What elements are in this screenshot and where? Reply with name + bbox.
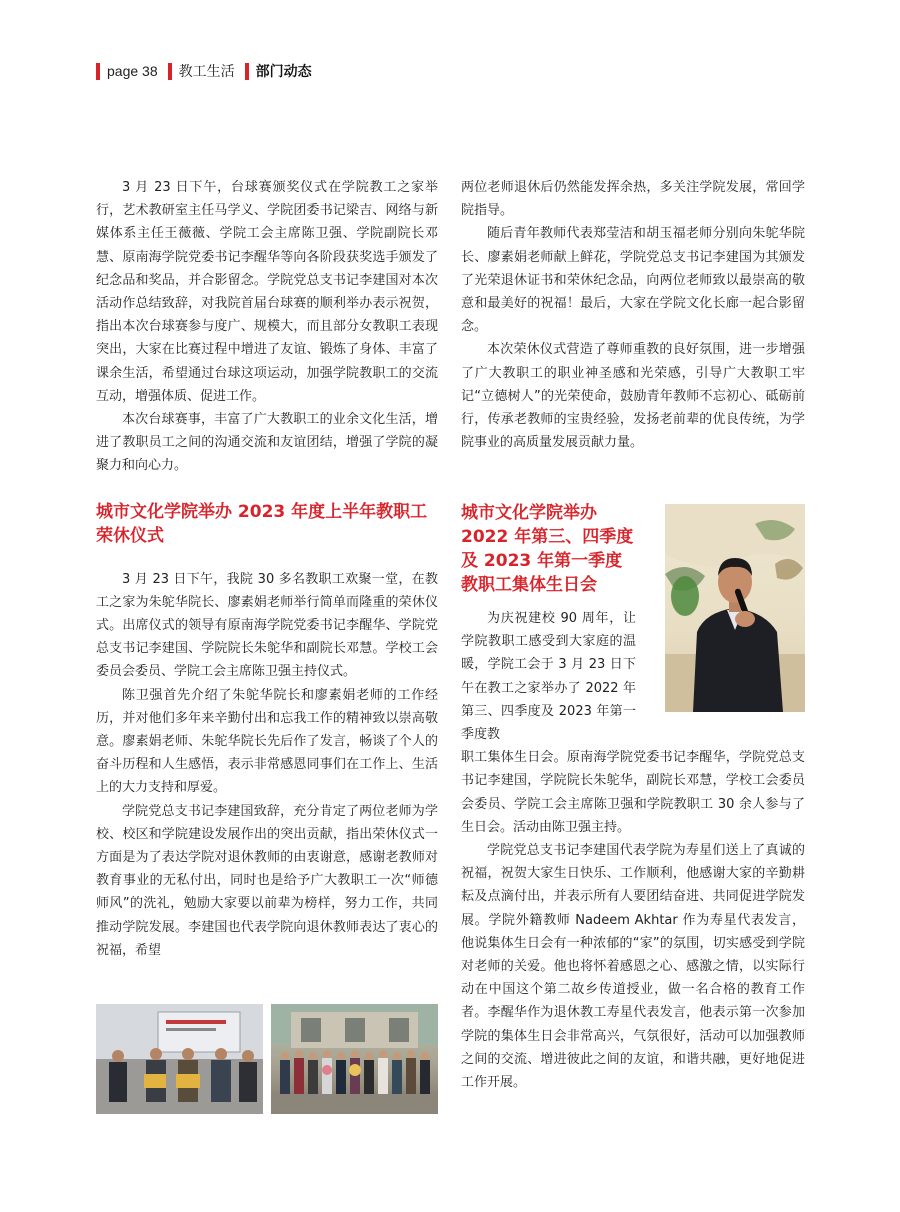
right-column	[461, 176, 805, 454]
photo-speaker	[665, 504, 805, 712]
body-paragraph: 3 月 23 日下午，我院 30 多名教职工欢聚一堂，在教工之家为朱鸵华院长、廖素娟老师举行简单而隆重的荣休仪式。出席仪式的领导有原南海学院党委书记李醒华、学院党总支书记李建国、学院院长朱鸵华和副院长邓慧。学校工会委员会委员、学院工会主席陈卫强主持仪式。	[96, 571, 438, 680]
photo-retirement-certificates	[96, 1004, 263, 1114]
article-title-birthday: 城市文化学院举办 2022 年第三、四季度及 2023 年第一季度教职工集体生日会	[461, 503, 634, 595]
body-paragraph: 随后青年教师代表郑莹洁和胡玉福老师分别向朱鸵华院长、廖素娟老师献上鲜花，学院党总支书记李建国为其颁发了光荣退休证书和荣休纪念品，向两位老师致以最崇高的敬意和最美好的祝福！最后，大家在学院文化长廊一起合影留念。	[461, 226, 805, 335]
photo-group	[271, 1004, 438, 1114]
body-paragraph: 为庆祝建校 90 周年，让学院教职工感受到大家庭的温暖，学院工会于 3 月 23 日下午在教工之家举办了 2022 年第三、四季度及 2023 年第一季度教	[461, 611, 636, 743]
body-paragraph: 学院党总支书记李建国致辞，充分肯定了两位老师为学校、校区和学院建设发展作出的突出贡献，指出荣休仪式一方面是为了表达学院对退休教师的由衷谢意，感谢老教师对教育事业的无私付出，同时也是给予广大教职工一次“师德师风”的洗礼，勉励大家要以前辈为榜样，努力工作，共同推动学院发展。李建国也代表学院向退休教师表达了衷心的祝福，希望	[96, 803, 438, 958]
left-column	[96, 176, 438, 962]
body-paragraph: 本次台球赛事，丰富了广大教职工的业余文化生活，增进了教职员工之间的沟通交流和友谊团结，增强了学院的凝聚力和向心力。	[96, 412, 438, 474]
body-paragraph-continued: 两位老师退休后仍然能发挥余热，多关注学院发展，常回学院指导。	[461, 180, 805, 219]
body-paragraph: 3 月 23 日下午，台球赛颁奖仪式在学院教工之家举行，艺术教研室主任马学义、学院团委书记梁吉、网络与新媒体系主任王薇薇、学院工会主席陈卫强、学院副院长邓慧、原南海学院党委书记李醒华等向各阶段获奖选手颁发了纪念品和奖品，并合影留念。学院党总支书记李建国对本次活动作总结致辞，对我院首届台球赛的顺利举办表示祝贺，指出本次台球赛参与度广、规模大，而且部分女教职工表现突出，大家在比赛过程中增进了友谊、锻炼了身体、丰富了课余生活，希望通过台球这项运动，加强学院教职工的交流互动，增强体质、促进工作。	[96, 180, 438, 404]
header-bar	[168, 63, 172, 80]
body-paragraph: 本次荣休仪式营造了尊师重教的良好氛围，进一步增强了广大教职工的职业神圣感和光荣感，引导广大教职工牢记“立德树人”的光荣使命，鼓励青年教师不忘初心、砥砺前行，传承老教师的宝贵经验，发扬老前辈的优良传统，为学院事业的高质量发展贡献力量。	[461, 342, 805, 451]
body-paragraph: 学院党总支书记李建国代表学院为寿星们送上了真诚的祝福，祝贺大家生日快乐、工作顺利，他感谢大家的辛勤耕耘及点滴付出，并表示所有人要团结奋进、共同促进学院发展。学院外籍教师 Nadeem Akhtar 作为寿星代表发言，他说集体生日会有一种浓郁的“家”的氛围，切实感受到学院对老师的关爱。他也将怀着感恩之心、感激之情，以实际行动在中国这个第二故乡传道授业，做一名合格的教育工作者。李醒华作为退休教工寿星代表发言，他表示第一次参加学院的集体生日会非常高兴，气氛很好，活动可以加强教师之间的交流、增进彼此之间的友谊，和谐共融，更好地促进工作开展。	[461, 843, 805, 1091]
body-paragraph: 陈卫强首先介绍了朱鸵华院长和廖素娟老师的工作经历，并对他们多年来辛勤付出和忘我工作的精神致以崇高敬意。廖素娟老师、朱鸵华院长先后作了发言，畅谈了个人的奋斗历程和人生感悟，表示非常感恩同事们在工作上、生活上的大力支持和厚爱。	[96, 687, 438, 796]
page-number: page 38	[107, 63, 158, 79]
article-title-retirement: 城市文化学院举办 2023 年度上半年教职工荣休仪式	[96, 501, 428, 546]
header-bar	[245, 63, 249, 80]
page-header	[96, 60, 312, 82]
section-label: 教工生活	[178, 64, 235, 80]
subsection-label: 部门动态	[255, 64, 312, 80]
header-bar	[96, 63, 100, 80]
body-paragraph-continued: 职工集体生日会。原南海学院党委书记李醒华，学院党总支书记李建国，学院院长朱鸵华，副院长邓慧，学校工会委员会委员、学院工会主席陈卫强和学院教职工 30 余人参与了生日会。活动由陈卫强主持。	[461, 750, 805, 835]
